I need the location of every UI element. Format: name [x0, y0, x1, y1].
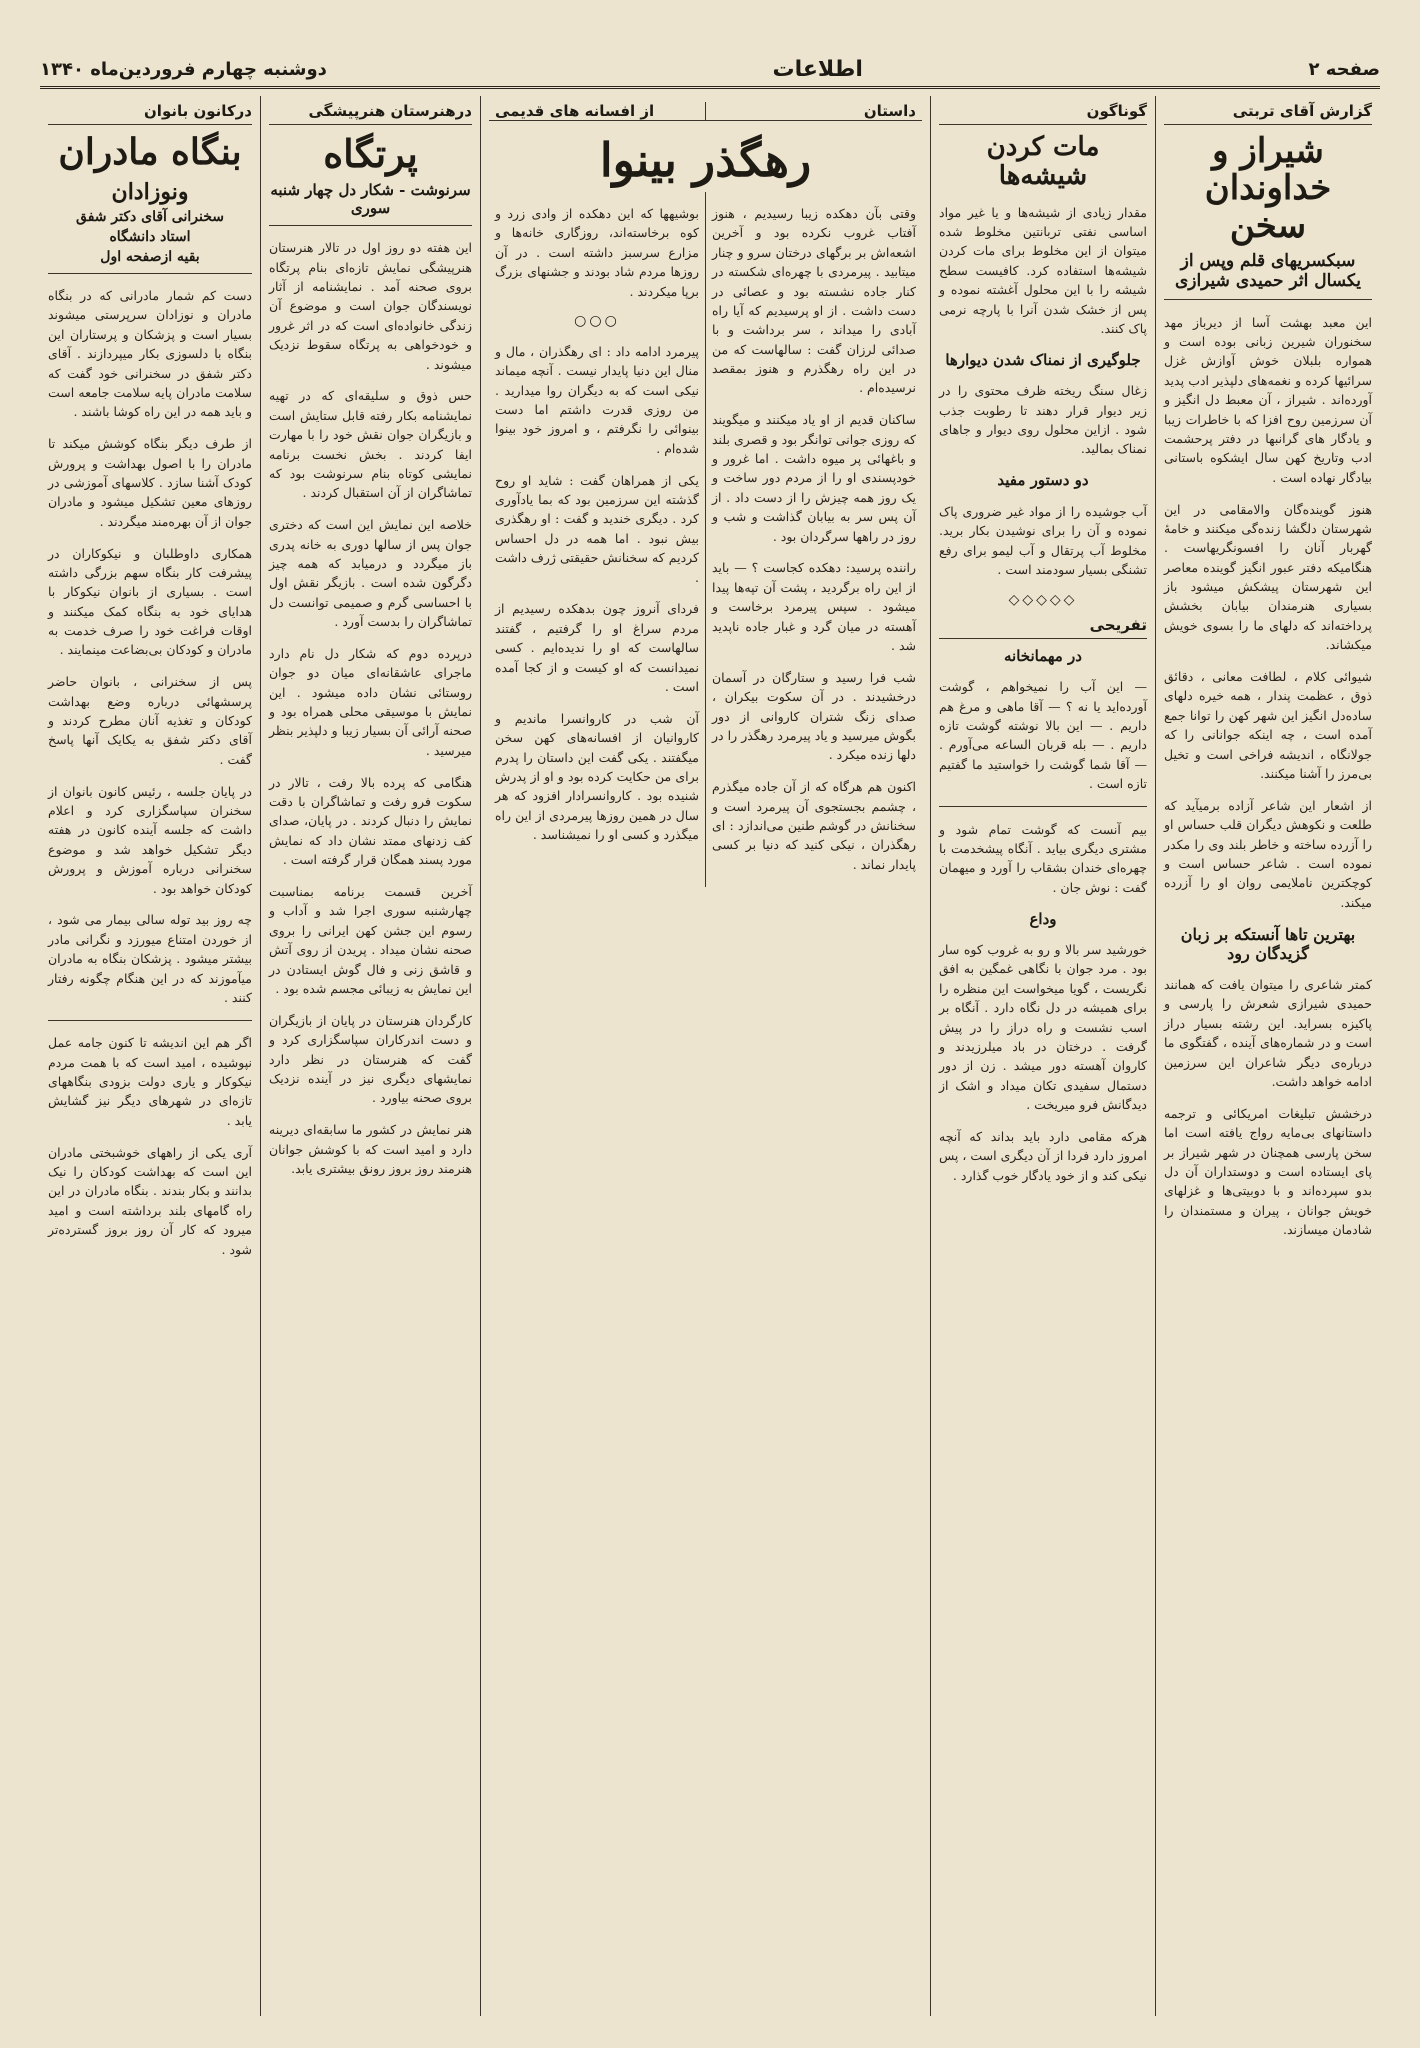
- paragraph: این معبد بهشت آسا از دیرباز مهد سخنوران شیرین زبانی بوده است و همواره بلبلان خوش آوازش غزل سرائیها کرده‌ و نغمه‌های دلپذیر ادب پدید آورده‌اند . شیراز ، آن معبط دل انگیز و آن سرزمین روح افزا که با خاطرات زیبا و یادگار های گرانبها در دفتر پرحشمت ادب وتاریخ کهن سال ایشکوه باستانی بیادگار نهاده است .: [1164, 314, 1372, 485]
- paragraph: — این آب را نمیخواهم ، گوشت آورده‌اید یا نه ؟ — آقا ماهی و مرغ هم داریم . — این بالا نوشته گوشت تازه داریم . — بله قربان الساعه می‌آورم . — آقا شما گوشت را خواستید ما گفتیم تازه است .: [939, 679, 1147, 792]
- paragraph: بوشیهها که این دهکده از وادی زرد و کوه برخاسته‌اند، روزگاری خانه‌ها و مزارع سرسبز داشته است . در آن روزها مردم شاد بودند و جشنهای بزرگ برپا میکردند .: [495, 206, 699, 299]
- masthead: [40, 52, 1380, 89]
- divider: [1164, 299, 1372, 300]
- paragraph: مقدار زیادی از شیشه‌ها و یا غیر مواد اساسی نفتی تربانتین مخلوط شده میتوان از این مخلوط برای مات کردن شیشه‌ها استفاده کرد. کافیست سطح شیشه را با این محلول آغشته نموده و پس از خشک شدن آنرا با پارچه نرمی پاک کنند.: [939, 204, 1147, 336]
- divider: [939, 806, 1147, 807]
- paragraph: ساکنان قدیم از او یاد میکنند و میگویند که روزی جوانی توانگر بود و قصری بلند و باغهائی پر میوه داشت . اما غرور و خودپسندی او را از مردم دور ساخت و یک روز همه چیزش را از دست داد . از آن پس سر به بیابان گذاشت و شب و روز در راهها سرگردان بود .: [712, 412, 916, 544]
- paragraph: هنگامی که پرده بالا رفت ، تالار در سکوت فرو رفت و تماشاگران با دقت نمایش را دنبال کردند . در پایان، صدای کف زدنهای ممتد نشان داد که نمایش مورد پسند همگان قرار گرفته است .: [269, 774, 472, 868]
- ornament-divider: ○○○: [574, 313, 620, 330]
- paragraph: پس از سخنرانی ، بانوان حاضر پرسشهائی درباره وضع بهداشت کودکان و تغذیه آنان مطرح کردند و آقای دکتر شفق به یکایک آنها پاسخ گفت .: [48, 674, 252, 767]
- subheadline: ونوزادان: [111, 178, 189, 205]
- paragraph: درخشش تبلیغات امریکائی و ترجمه داستانهای بی‌مایه رواج یافته است اما سخن پارسی همچنان در شهر شیراز بر پای ایستاده است و دوستداران آن دل بدو سپرده‌اند و با دوبیتی‌ها و غزلهای خویش جوانان ، پیران و مستمندان را شادمان میسازند.: [1164, 1105, 1372, 1238]
- headline: پرتگاه: [323, 131, 418, 176]
- paragraph: آن شب در کاروانسرا ماندیم و کاروانیان از افسانه‌های کهن سخن میگفتند . یکی گفت این داستان را پدرم برای من حکایت کرده بود و او از پدرش شنیده بود . کاروانسرادار افزود که هر سال در همین روزها پیرمردی از این راه میگذرد و کسی او را نمیشناسد .: [495, 710, 699, 843]
- page-number: صفحه ۲: [1308, 58, 1380, 80]
- ornament-divider: ◇◇◇◇◇: [1008, 591, 1078, 608]
- subheadline: وداع: [1029, 909, 1057, 928]
- headline: بنگاه مادران: [58, 131, 242, 173]
- paragraph: اکنون هم هرگاه که از آن جاده میگذرم ، چشمم بجستجوی آن پیرمرد است و سخنانش در گوشم طنین می‌اندازد : ای رهگذران ، نیکی کنید که دنیا بر کسی پایدار نماند .: [712, 779, 916, 872]
- subheadline: استاد دانشگاه: [109, 228, 191, 245]
- subheadline: سخنرانی آقای دکتر شفق: [76, 208, 224, 225]
- column-shiraz: [1155, 96, 1380, 2016]
- subheadline: سبکسریهای قلم وپس از یکسال اثر حمیدی شیرازی: [1174, 251, 1362, 292]
- paragraph: پیرمرد ادامه داد : ای رهگذران ، مال و منال این دنیا پایدار نیست . آنچه میماند نیکی است که به دیگران روا میدارید . من روزی قدرت داشتم اما دست بینوائی را نگرفتم ، و امروز خود بینوا شده‌ام .: [495, 343, 699, 456]
- paragraph: یکی از همراهان گفت : شاید او روح گذشته این سرزمین بود که بما یادآوری کرد . دیگری خندید و گفت : او رهگذری بیش نبود . اما همه در دل احساس کردیم که سخنانش حقیقتی ژرف داشت .: [495, 472, 699, 585]
- story-column-left: [489, 192, 706, 887]
- headline: مات کردن شیشه‌ها: [986, 132, 1100, 191]
- section-title: تفریحی: [939, 616, 1147, 639]
- paragraph: کارگردان هنرستان در پایان از بازیگران و دست اندرکاران سپاسگزاری کرد و گفت که هنرستان در نظر دارد نمایشهای دیگری نیز در آینده نزدیک بروی صحنه بیاورد .: [269, 1012, 472, 1106]
- paragraph: هنر نمایش در کشور ما سابقه‌ای دیرینه دارد و امید است که با کوشش جوانان هنرمند روز بروز رونق بیشتری یابد.: [269, 1122, 472, 1176]
- section-title: درهنرستان هنرپیشگی: [269, 102, 472, 125]
- paragraph: وقتی بآن دهکده زیبا رسیدیم ، هنوز آفتاب غروب نکرده بود و آخرین اشعه‌اش بر برگهای درختان سرو و چنار میتابید . پیرمردی با چهره‌ای شکسته در کنار جاده نشسته بود و عصائی در دست داشت . از او پرسیدیم که آیا راه آبادی را میداند ، سر برداشت و با صدائی لرزان گفت : سالهاست که من در این راه رهگذرم و هنوز بمقصد نرسیده‌ام .: [712, 206, 916, 396]
- paragraph: در پایان جلسه ، رئیس کانون بانوان از سخنران سپاسگزاری کرد و اعلام داشت که جلسه آینده کانون در هفته دیگر تشکیل خواهد شد و موضوع سخنرانی درباره آموزش و پرورش کودکان خواهد بود .: [48, 783, 252, 896]
- columns: [40, 96, 1380, 2016]
- paragraph: شب فرا رسید و ستارگان در آسمان درخشیدند . در آن سکوت بیکران ، صدای زنگ شتران کاروانی از دور بگوش میرسید و یاد پیرمرد رهگذر را در دلها زنده میکرد .: [712, 669, 916, 763]
- section-title: داستان: [706, 102, 922, 121]
- paragraph: چه روز بید توله سالی بیمار می شود ، از خوردن امتناع میورزد و نگرانی مادر بیشتر میشود . پزشکان بنگاه به مادران میآموزند که در این هنگام چگونه رفتار کنند .: [48, 912, 252, 1005]
- section-title: گزارش آقای تربتی: [1164, 102, 1372, 125]
- paragraph: از اشعار این شاعر آزاده برمیآید که طلعت و نکوهش دیگران قلب حساس او را آزرده ساخته و خاطر بلند وی را مکدر نموده است . شاعر حساس است و کوچکترین ناملایمی روان او را آزرده میکند.: [1164, 797, 1372, 910]
- paragraph: آری یکی از راههای خوشبختی مادران این است که بهداشت کودکان را نیک بدانند و بکار بندند . بنگاه مادران در این راه گامهای بلند برداشته است و امید میرود که کار آن روز بروز گسترده‌تر شود .: [48, 1144, 252, 1257]
- headline: شیراز و خداوندان سخن: [1204, 131, 1332, 246]
- story-column-right: [706, 192, 922, 887]
- paragraph: این هفته دو روز اول در تالار هنرستان هنرپیشگی نمایش تازه‌ای بنام پرتگاه بروی صحنه آمد . نمایشنامه از آثار نویسندگان جوان است و موضوع آن زندگی خانواده‌ای است که در اثر غرور و خودخواهی به پرتگاه سقوط نزدیک میشوند .: [269, 240, 472, 372]
- paragraph: کمتر شاعری را میتوان یافت که همانند حمیدی شیرازی شعرش را پارسی و پاکیزه بسراید. این رشته بسیار دراز است و در شماره‌های آینده ، گفتگوی ما درباره‌ی دیگر شاعران این سرزمین ادامه خواهد داشت.: [1164, 977, 1372, 1089]
- divider: [269, 225, 472, 226]
- paragraph: خورشید سر بالا و رو به غروب کوه سار بود . مرد جوان با نگاهی غمگین به افق نگریست ، گویا میخواست این منظره را برای همیشه در دل نگاه دارد . آنگاه بر اسب نشست و راه دراز را در پیش گرفت . درختان در باد میلرزیدند و کاروان آهسته دور میشد . زن از دور دستمال سفیدی تکان میداد و اشک از دیدگانش فرو میریخت .: [939, 942, 1147, 1113]
- paragraph: آب جوشیده را از مواد غیر ضروری پاک نموده و آن را برای نوشیدن بکار برید. مخلوط آب پرتقال و آب لیمو برای رفع تشنگی بسیار سودمند است .: [939, 503, 1147, 577]
- paragraph: زغال سنگ ریخته ظرف محتوی را در زیر دیوار قرار دهند تا رطوبت جذب شود . ازاین محلول روی دیوار و جاهای نمناک بمالید.: [939, 383, 1147, 457]
- story-header: [489, 102, 922, 129]
- paragraph: راننده پرسید: دهکده کجاست ؟ — باید از این راه برگردید ، پشت آن تپه‌ها پیدا میشود . سپس پیرمرد برخاست و آهسته در میان گرد و غبار جاده ناپدید شد .: [712, 560, 916, 653]
- subheadline: سرنوشت - شکار دل چهار شنبه سوری: [270, 180, 471, 217]
- story-body: [489, 192, 922, 887]
- divider: [48, 1020, 252, 1021]
- issue-date: دوشنبه چهارم فروردین‌ماه ۱۳۴۰: [40, 58, 327, 80]
- section-title: از افسانه های قدیمی: [489, 102, 706, 121]
- newspaper-name: اطلاعات: [772, 56, 863, 82]
- paragraph: بیم آنست که گوشت تمام شود و مشتری دیگری بیاید . آنگاه پیشخدمت با چهره‌ای خندان بشقاب را آورد و میهمان گفت : نوش جان .: [939, 821, 1147, 895]
- paragraph: هنوز گوینده‌گان والامقامی در این شهرستان دلگشا زنده‌گی میکنند و خامهٔ گهربار آنان را افسونگریهاست . هنگامیکه دفتر عبور انگیز گوینده معاصر این شهرستان پیشکش میشود باز بسیاری هنرمندان بیابان بخشش پرداخته‌اند که دلهای ما را بسوی خویش میکشاند.: [1164, 501, 1372, 653]
- paragraph: هرکه مقامی دارد باید بداند که آنچه امروز دارد فردا از آن دیگری است ، پس نیکی کند و از خود یادگار خوب گذارد .: [939, 1128, 1147, 1183]
- subheadline: جلوگیری از نمناک شدن دیوارها: [945, 350, 1141, 369]
- paragraph: از طرف دیگر بنگاه کوشش میکند تا مادران را با اصول بهداشت و پرورش کودک آشنا سازد . کلاسهای آموزشی در روزهای معین تشکیل میشود و مادران جوان از آن بهره‌مند میگردند .: [48, 436, 252, 529]
- section-title: گوناگون: [939, 102, 1147, 125]
- paragraph: دست کم شمار مادرانی که در بنگاه مادران و نوزادان سرپرستی میشوند بسیار است و پزشکان و پرستاران این بنگاه با دلسوزی بکار میپردازند . آقای دکتر شفق در سخنرانی خود گفت که سلامت مادران پایه سلامت جامعه است و باید همه در این راه کوشا باشند .: [48, 288, 252, 420]
- paragraph: اگر هم این اندیشه تا کنون جامه عمل نپوشیده ، امید است که با همت مردم نیکوکار و یاری دولت بزودی بنگاههای تازه‌ای در شهرهای دیگر نیز گشایش یابد .: [48, 1035, 252, 1128]
- subheadline: در مهمانخانه: [1004, 646, 1082, 665]
- paragraph: شیوائی کلام ، لطافت معانی ، دقائق ذوق ، عظمت پندار ، همه خیره دلهای ساده‌دل انگیز این شهر کهن را توانا جمع آمده است ، چه اینکه جوانانی را که جولانگاه ، اندیشه فراخی است و تخیل بی‌مرز را آشنا میکنند.: [1164, 669, 1372, 781]
- divider: [48, 273, 252, 274]
- paragraph: آخرین قسمت برنامه بمناسبت چهارشنبه سوری اجرا شد و آداب و رسوم این جشن کهن ایرانی را بروی صحنه نشان میداد . پریدن از روی آتش و قاشق زنی و فال گوش ایستادن در این نمایش به زیبائی مجسم شده بود .: [269, 884, 472, 996]
- column-story: [480, 96, 930, 2016]
- paragraph: فردای آنروز چون بدهکده رسیدیم از مردم سراغ او را گرفتیم ، گفتند سالهاست که او را ندیده‌ایم . کسی نمیدانست که او کیست و از کجا آمده است .: [495, 601, 699, 694]
- paragraph: درپرده دوم که شکار دل نام دارد ماجرای عاشقانه‌ای میان دو جوان روستائی نشان داده میشود . این نمایش با موسیقی محلی همراه بود و صحنه آرائی آن بسیار زیبا و دلپذیر بنظر میرسید .: [269, 645, 472, 758]
- column-women: [40, 96, 260, 2016]
- continued-note: بقیه ازصفحه اول: [100, 248, 200, 265]
- headline: رهگذر بینوا: [599, 133, 812, 187]
- column-miscellany: [930, 96, 1155, 2016]
- pull-quote: بهترین تاها آنستکه بر زبان گزیدگان رود: [1180, 924, 1356, 963]
- paragraph: همکاری داوطلبان و نیکوکاران در پیشرفت کار بنگاه سهم بزرگی داشته است . بسیاری از بانوان نیکوکار با هدایای خود به بنگاه کمک میکنند و اوقات فراغت خود را صرف خدمت به مادران و کودکان بی‌بضاعت مینمایند .: [48, 545, 252, 658]
- section-title: درکانون بانوان: [48, 102, 252, 125]
- subheadline: دو دستور مفید: [997, 471, 1089, 490]
- column-theatre: [260, 96, 480, 2016]
- paragraph: خلاصه این نمایش این است که دختری جوان پس از سالها دوری به خانه پدری باز میگردد و درمیابد که همه چیز دگرگون شده است . بازیگر نقش اول با احساسی گرم و صمیمی توانست دل تماشاگران را بدست آورد .: [269, 517, 472, 630]
- paragraph: حس ذوق و سلیقه‌ای که در تهیه نمایشنامه بکار رفته قابل ستایش است و بازیگران جوان نقش خود را با مهارت ایفا کردند . بخش نخست برنامه نمایشی کوتاه بنام سرنوشت بود که تماشاگران از آن استقبال کردند .: [269, 388, 472, 501]
